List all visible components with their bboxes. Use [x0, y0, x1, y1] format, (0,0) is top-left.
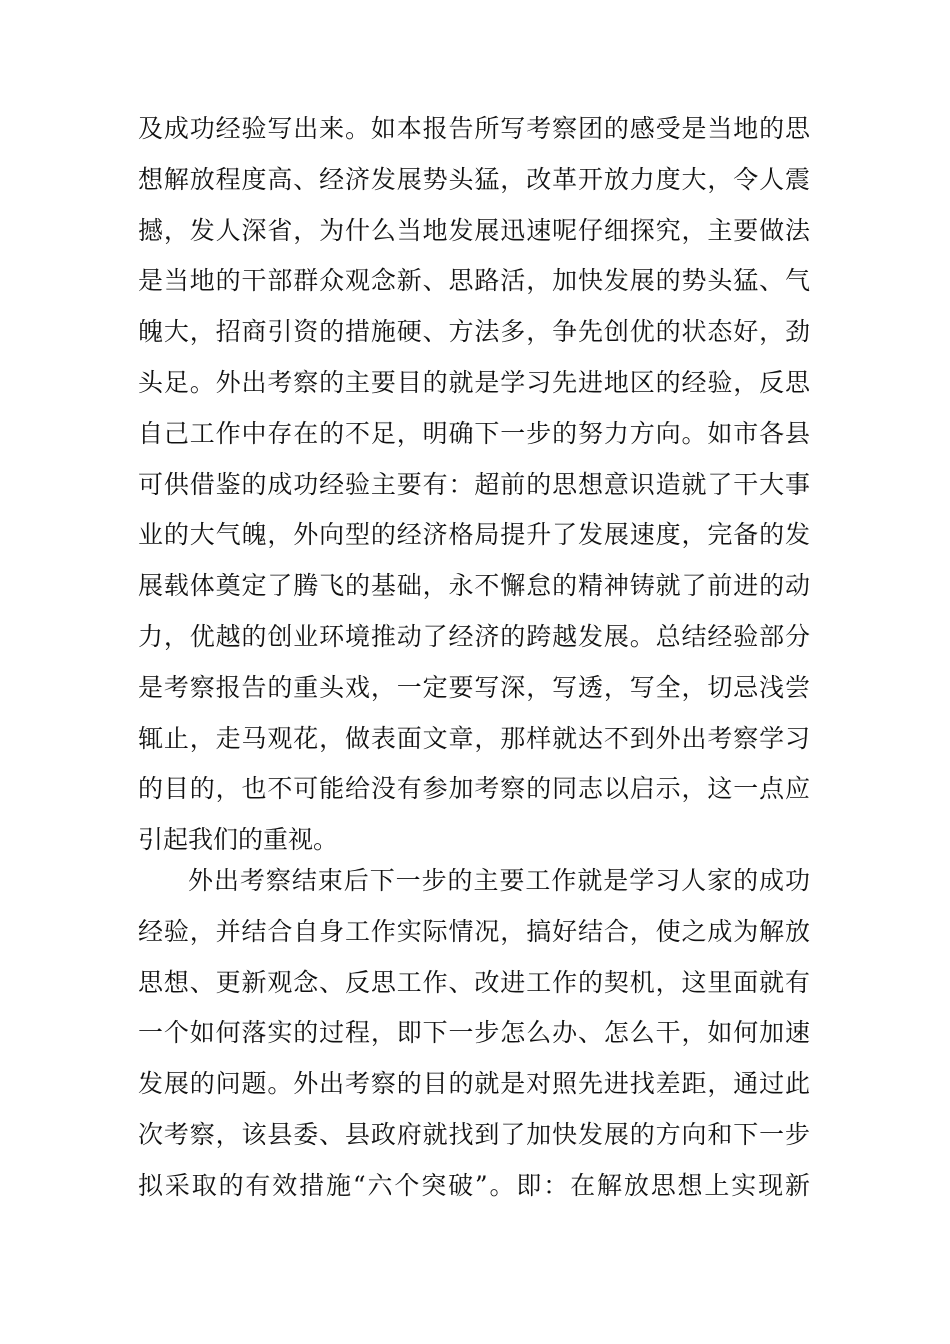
- paragraph-1-line: 是当地的干部群众观念新、思路活，加快发展的势头猛、气: [138, 266, 810, 296]
- paragraph-2-line: 拟采取的有效措施“六个突破”。即：在解放思想上实现新: [138, 1170, 810, 1200]
- paragraph-2-line: 外出考察结束后下一步的主要工作就是学习人家的成功: [188, 866, 810, 895]
- paragraph-2-line: 思想、更新观念、反思工作、改进工作的契机，这里面就有: [138, 967, 810, 997]
- paragraph-2-line: 次考察，该县委、县政府就找到了加快发展的方向和下一步: [138, 1119, 810, 1149]
- paragraph-1-line: 及成功经验写出来。如本报告所写考察团的感受是当地的思: [138, 114, 810, 143]
- paragraph-2: [138, 856, 810, 1212]
- paragraph-1-line: 是考察报告的重头戏，一定要写深，写透，写全，切忌浅尝: [138, 672, 810, 702]
- paragraph-1-line: 力，优越的创业环境推动了经济的跨越发展。总结经验部分: [138, 621, 810, 651]
- paragraph-1-line: 撼，发人深省，为什么当地发展迅速呢仔细探究，主要做法: [138, 215, 810, 245]
- paragraph-1-line: 可供借鉴的成功经验主要有：超前的思想意识造就了干大事: [138, 469, 810, 499]
- paragraph-1-line: 引起我们的重视。: [138, 825, 339, 855]
- paragraph-1-line: 头足。外出考察的主要目的就是学习先进地区的经验，反思: [138, 367, 810, 397]
- paragraph-1: [138, 104, 810, 866]
- paragraph-1-line: 业的大气魄，外向型的经济格局提升了发展速度，完备的发: [138, 520, 810, 550]
- paragraph-1-line: 展载体奠定了腾飞的基础，永不懈怠的精神铸就了前进的动: [138, 571, 810, 601]
- paragraph-2-line: 发展的问题。外出考察的目的就是对照先进找差距，通过此: [138, 1069, 810, 1099]
- paragraph-1-line: 辄止，走马观花，做表面文章，那样就达不到外出考察学习: [138, 723, 810, 753]
- paragraph-1-line: 自己工作中存在的不足，明确下一步的努力方向。如市各县: [138, 418, 810, 448]
- paragraph-1-line: 的目的，也不可能给没有参加考察的同志以启示，这一点应: [138, 774, 810, 804]
- paragraph-1-line: 魄大，招商引资的措施硬、方法多，争先创优的状态好，劲: [138, 317, 810, 347]
- paragraph-1-line: 想解放程度高、经济发展势头猛，改革开放力度大，令人震: [138, 164, 810, 194]
- paragraph-2-line: 一个如何落实的过程，即下一步怎么办、怎么干，如何加速: [138, 1018, 810, 1048]
- paragraph-2-line: 经验，并结合自身工作实际情况，搞好结合，使之成为解放: [138, 916, 810, 946]
